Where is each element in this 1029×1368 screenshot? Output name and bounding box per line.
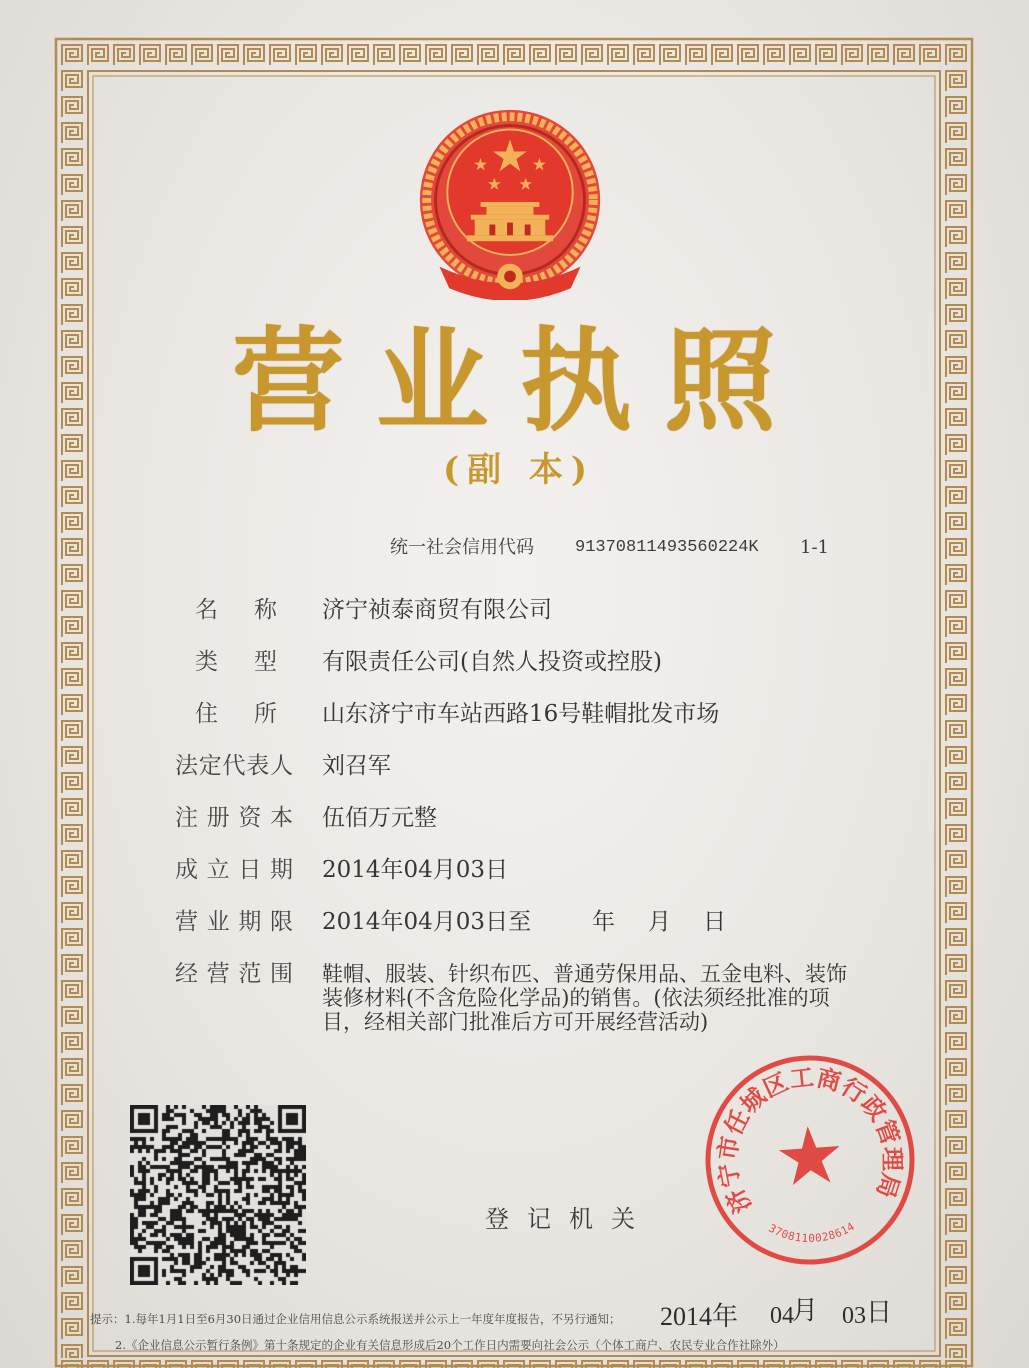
- field-label: 注册资本: [175, 805, 293, 831]
- term-end-month-unit: 月: [648, 909, 671, 935]
- notice-line-1: 提示：1.每年1月1日至6月30日通过企业信用信息公示系统报送并公示上一年度年度报告，不另行通知；: [90, 1312, 621, 1326]
- seal-number: 3708110028614: [766, 1219, 857, 1246]
- field-scope: [175, 948, 875, 1034]
- company-type: 有限责任公司(自然人投资或控股): [322, 649, 662, 675]
- field-label: 住所: [195, 701, 277, 727]
- credit-code: 91370811493560224K: [575, 538, 759, 557]
- field-label: 营业期限: [175, 909, 293, 935]
- field-label: 名称: [195, 597, 277, 623]
- field-label: 经营范围: [175, 961, 293, 987]
- notice-line-2: 2.《企业信息公示暂行条例》第十条规定的企业有关信息形成后20个工作日内需要向社会公示（个体工商户、农民专业合作社除外）: [115, 1338, 785, 1352]
- national-emblem: [412, 104, 608, 300]
- qr-code: [130, 1105, 306, 1285]
- credit-code-label: 统一社会信用代码: [390, 537, 534, 558]
- registration-authority-label: 登记机关: [485, 1205, 653, 1233]
- business-scope: 鞋帽、服装、针织布匹、普通劳保用品、五金电料、装饰装修材料(不含危险化学品)的销售。(依法须经批准的项目，经相关部门批准后方可开展经营活动): [322, 962, 847, 1034]
- term-end-day-unit: 日: [703, 909, 726, 935]
- issue-day-unit: 日: [866, 1298, 893, 1327]
- field-address: [175, 688, 875, 740]
- license-subtitle: (副 本): [443, 450, 596, 490]
- license-fields: [175, 584, 875, 1034]
- field-established: [175, 844, 875, 896]
- field-type: [175, 636, 875, 688]
- issue-month-unit: 月: [792, 1296, 819, 1325]
- seal-star-icon: [777, 1124, 842, 1186]
- term-end-year-unit: 年: [592, 909, 615, 935]
- official-seal: [690, 1040, 930, 1280]
- field-label: 成立日期: [175, 857, 293, 883]
- field-label: 法定代表人: [175, 753, 293, 779]
- company-name: 济宁祯泰商贸有限公司: [322, 597, 552, 623]
- field-legal-rep: [175, 740, 875, 792]
- field-capital: [175, 792, 875, 844]
- business-term-start: 2014年04月03日至: [322, 909, 532, 935]
- establishment-date: 2014年04月03日: [322, 857, 509, 883]
- license-title: 营业执照: [232, 316, 808, 447]
- issue-month: 04: [770, 1303, 794, 1329]
- svg-text:3708110028614: [766, 1216, 858, 1249]
- legal-representative: 刘召军: [322, 753, 391, 779]
- field-label: 类型: [195, 649, 277, 675]
- issue-day: 03: [842, 1303, 866, 1329]
- field-term: [175, 896, 875, 948]
- issue-year: 2014年: [660, 1302, 739, 1331]
- seal-text: 济宁市任城区工商行政管理局: [713, 1063, 907, 1218]
- field-name: [175, 584, 875, 636]
- copy-number: 1-1: [800, 537, 829, 558]
- registered-capital: 伍佰万元整: [322, 805, 437, 831]
- company-address: 山东济宁市车站西路16号鞋帽批发市场: [322, 701, 720, 727]
